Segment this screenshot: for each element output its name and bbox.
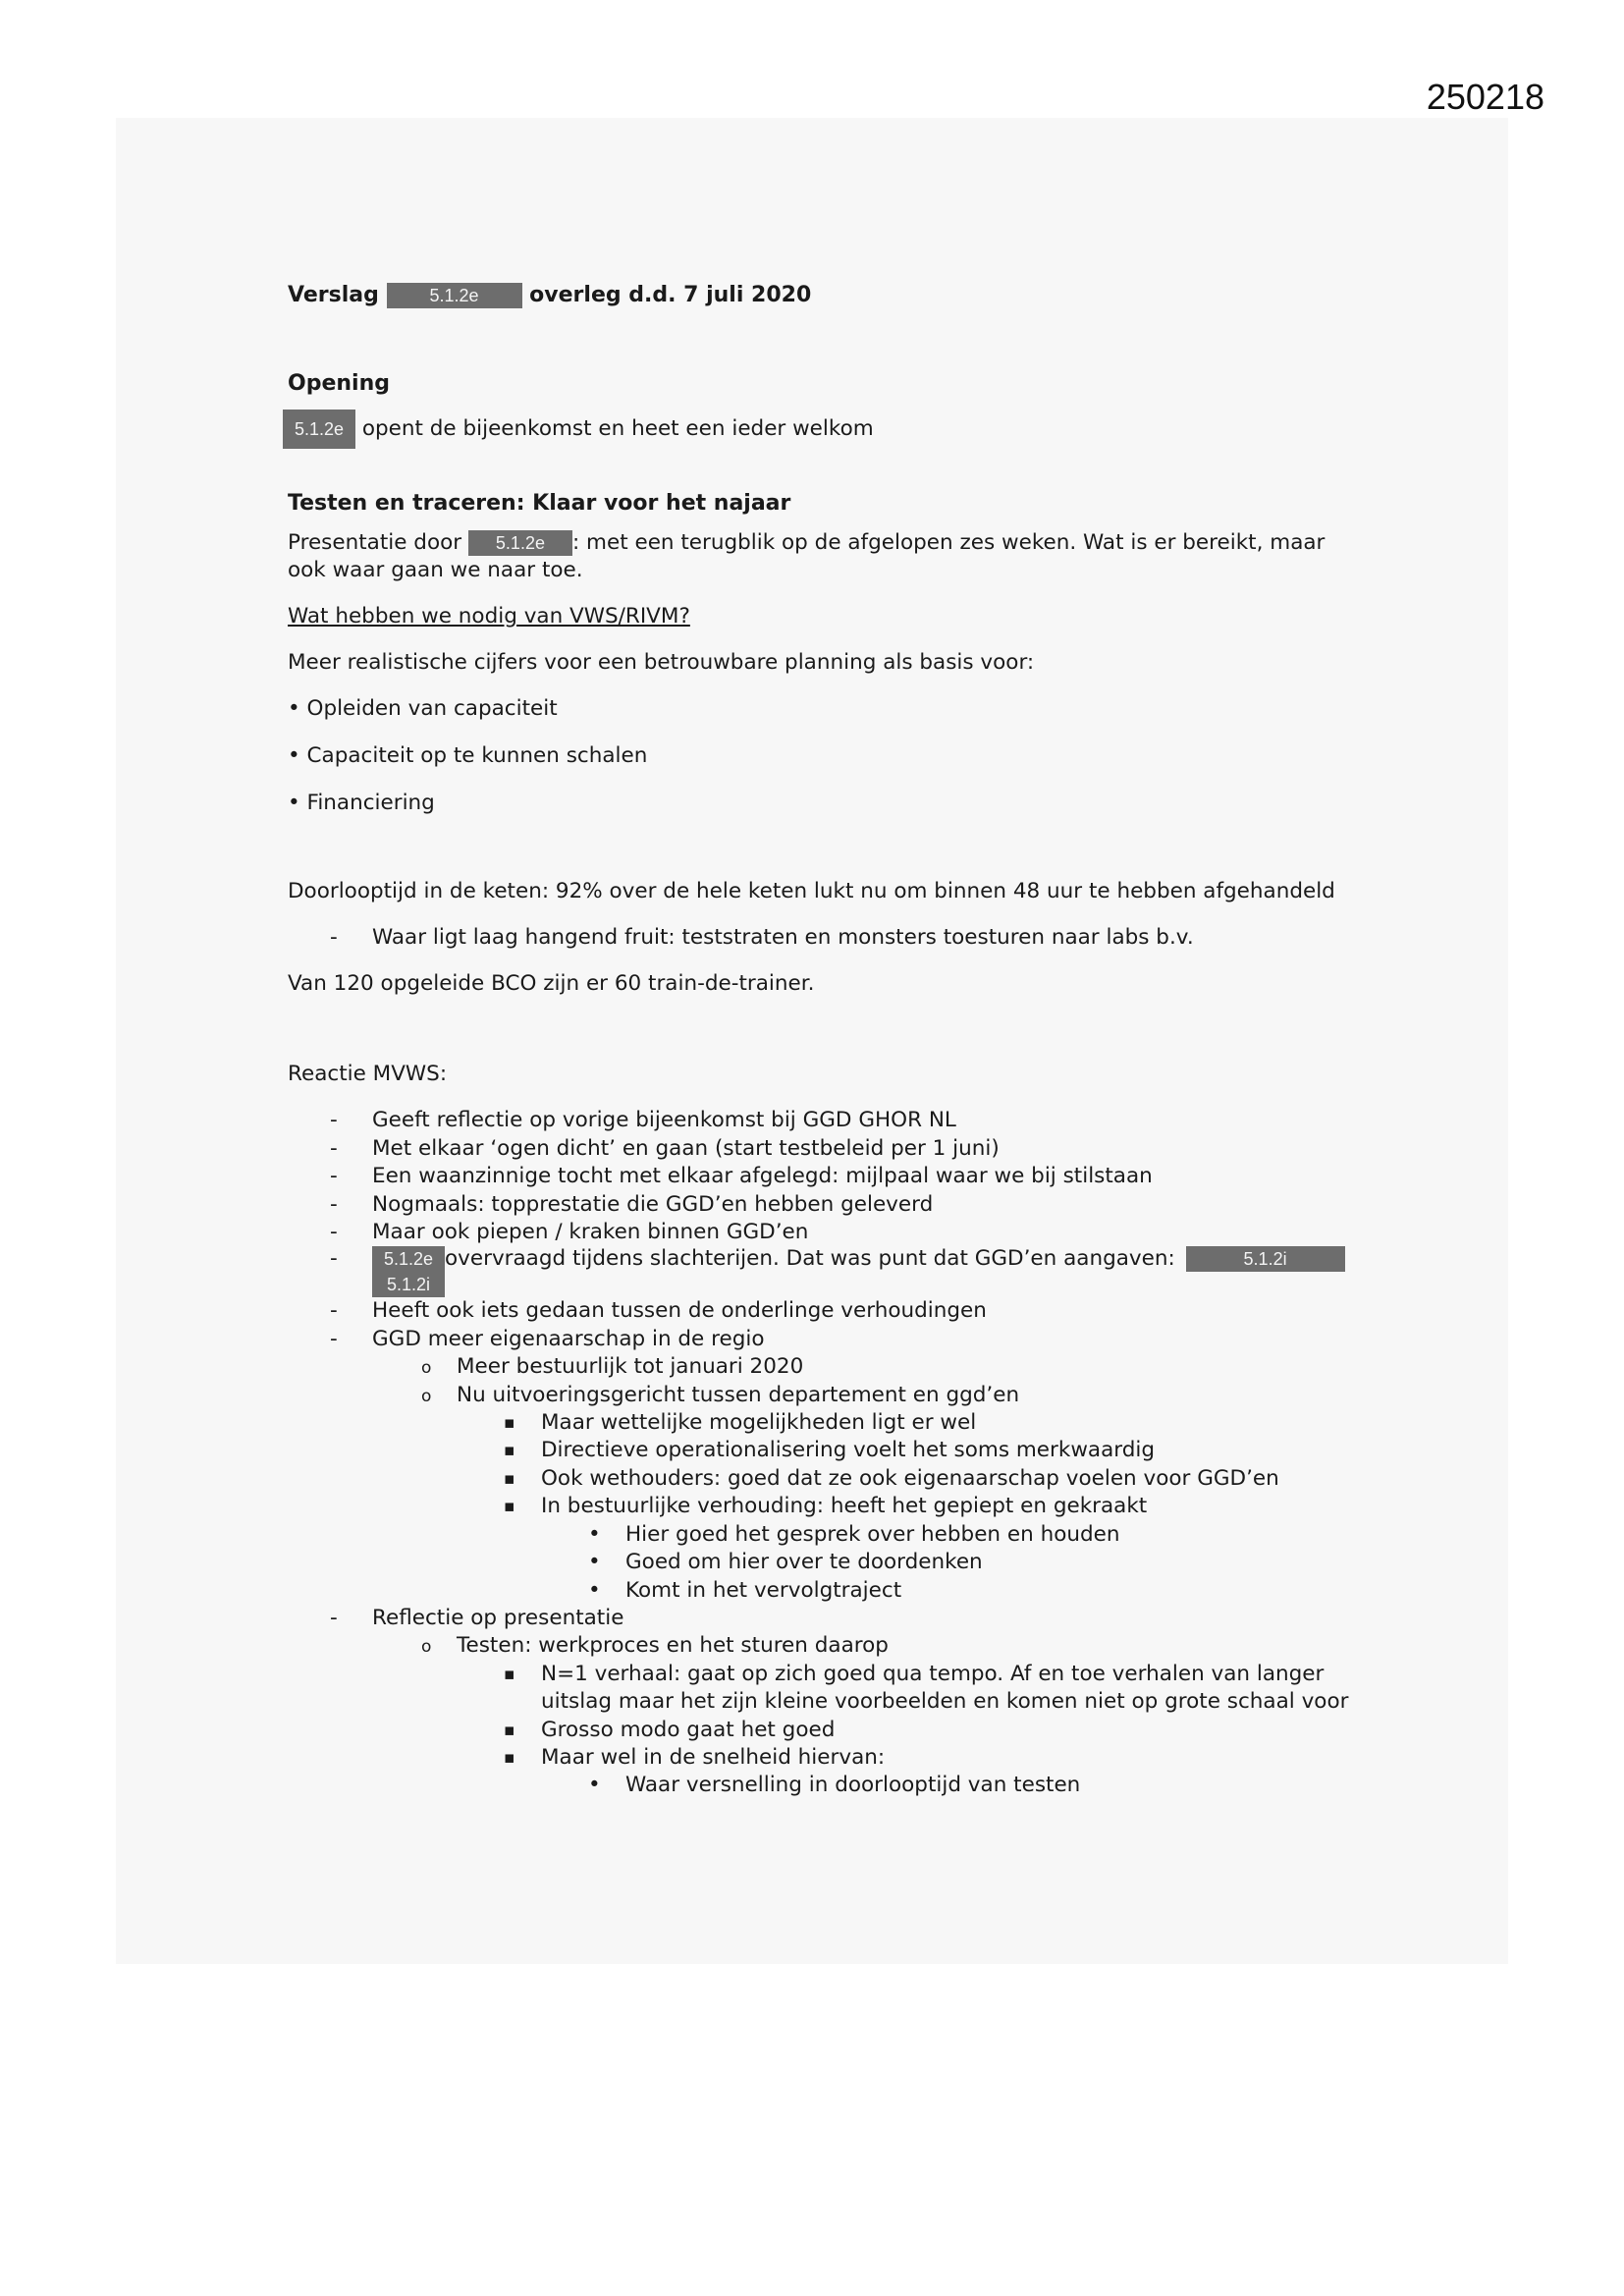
list-item: o Testen: werkproces en het sturen daarop ▪ N=1 verhaal: gaat op zich goed qua tempo. Af en toe verhalen van langer uitslag maar het zijn kleine voorbeelden en komen niet op grote schaal voor ▪ Grosso modo gaat het goed ▪ Maar wel in de snelheid hiervan: • Waar versnelling in doorlooptijd van testen — [372, 1632, 1358, 1799]
question-heading: Wat hebben we nodig van VWS/RIVM? — [288, 604, 690, 629]
document-body — [288, 282, 1358, 1800]
sublist — [541, 1521, 1358, 1605]
list-item: - Waar ligt laag hangend fruit: teststraten en monsters toesturen naar labs b.v. — [288, 924, 1358, 952]
sublist — [457, 1661, 1358, 1800]
list-item: • Financiering — [288, 791, 435, 815]
document-number: 250218 — [1426, 77, 1544, 117]
list-item: ▪ In bestuurlijke verhouding: heeft het gepiept en gekraakt • Hier goed het gesprek over hebben en houden • Goed om hier over te doordenken • Komt in het vervolgtraject — [457, 1493, 1358, 1605]
fruit-list — [288, 924, 1358, 952]
sublist — [541, 1772, 1358, 1799]
intro-text: Meer realistische cijfers voor een betrouwbare planning als basis voor: — [288, 650, 1035, 675]
list-item: • Goed om hier over te doordenken — [541, 1549, 1358, 1576]
redaction-box: 5.1.2i — [1186, 1246, 1345, 1272]
list-item: o Meer bestuurlijk tot januari 2020 — [372, 1353, 1358, 1381]
list-item: • Capaciteit op te kunnen schalen — [288, 743, 648, 768]
list-item: ▪ Maar wel in de snelheid hiervan: • Waar versnelling in doorlooptijd van testen — [457, 1744, 1358, 1800]
list-item: - Reflectie op presentatie o Testen: werkproces en het sturen daarop ▪ N=1 verhaal: gaat op zich goed qua tempo. Af en toe verhalen van langer uitslag maar het zijn kleine voorbeelden en komen niet op grote schaal voor ▪ Grosso modo gaat het goed ▪ Maar wel in de snelheid hiervan: • Waar versnelling in doorlooptijd van testen — [288, 1605, 1358, 1800]
list-item: ▪ Ook wethouders: goed dat ze ook eigenaarschap voelen voor GGD’en — [457, 1465, 1358, 1493]
bco-text: Van 120 opgeleide BCO zijn er 60 train-de-trainer. — [288, 971, 815, 997]
list-item: ▪ Maar wettelijke mogelijkheden ligt er wel — [457, 1409, 1358, 1437]
section-heading-testen: Testen en traceren: Klaar voor het najaar — [288, 491, 791, 516]
list-item: • Opleiden van capaciteit — [288, 696, 558, 721]
list-item: - Een waanzinnige tocht met elkaar afgelegd: mijlpaal waar we bij stilstaan — [288, 1163, 1358, 1190]
list-item: o Nu uitvoeringsgericht tussen departement en ggd’en ▪ Maar wettelijke mogelijkheden ligt er wel ▪ Directieve operationalisering voelt het soms merkwaardig ▪ Ook wethouders: goed dat ze ook eigenaarschap voelen voor GGD’en ▪ In bestuurlijke verhouding: heeft het gepiept en gekraakt • Hier goed het gesprek over hebben en houden • Goed om hier over te doordenken • Komt in het vervolgtraject — [372, 1382, 1358, 1605]
list-item: - Heeft ook iets gedaan tussen de onderlinge verhoudingen — [288, 1297, 1358, 1325]
redaction-box: 5.1.2e — [468, 530, 572, 556]
list-item: - Maar ook piepen / kraken binnen GGD’en — [288, 1219, 1358, 1246]
list-item: • Komt in het vervolgtraject — [541, 1577, 1358, 1605]
list-item: - Geeft reflectie op vorige bijeenkomst bij GGD GHOR NL — [288, 1107, 1358, 1134]
section-heading-opening: Opening — [288, 371, 390, 396]
list-item: - Nogmaals: topprestatie die GGD’en hebben geleverd — [288, 1191, 1358, 1219]
redaction-box: 5.1.2e — [283, 410, 355, 449]
list-item: ▪ N=1 verhaal: gaat op zich goed qua tempo. Af en toe verhalen van langer uitslag maar het zijn kleine voorbeelden en komen niet op grote schaal voor — [457, 1661, 1358, 1717]
reactie-heading: Reactie MVWS: — [288, 1062, 448, 1087]
needs-list — [288, 695, 1358, 817]
list-item: • Hier goed het gesprek over hebben en houden — [541, 1521, 1358, 1549]
redaction-box: 5.1.2i — [372, 1272, 445, 1297]
list-item: - Met elkaar ‘ogen dicht’ en gaan (start testbeleid per 1 juni) — [288, 1135, 1358, 1163]
title-prefix: Verslag — [288, 283, 379, 307]
list-item: ▪ Grosso modo gaat het goed — [457, 1717, 1358, 1744]
presentatie-paragraph: Presentatie door 5.1.2e : met een terugblik op de afgelopen zes weken. Wat is er bereikt, maar ook waar gaan we naar toe. — [288, 530, 1326, 582]
reactie-list — [288, 1107, 1358, 1799]
title-suffix: overleg d.d. 7 juli 2020 — [529, 283, 812, 307]
list-item: - 5.1.2e overvraagd tijdens slachterijen. Dat was punt dat GGD’en aangaven: 5.1.2i 5.1.2i — [288, 1246, 1358, 1297]
sublist — [372, 1632, 1358, 1799]
document-title — [288, 282, 1358, 309]
opening-text — [288, 410, 1358, 449]
list-item: • Waar versnelling in doorlooptijd van testen — [541, 1772, 1358, 1799]
redaction-box: 5.1.2e — [387, 283, 522, 308]
sublist — [372, 1353, 1358, 1605]
redaction-box: 5.1.2e — [372, 1246, 445, 1272]
list-item: ▪ Directieve operationalisering voelt het soms merkwaardig — [457, 1437, 1358, 1464]
opening-sentence: opent de bijeenkomst en heet een ieder welkom — [361, 416, 874, 441]
sublist — [457, 1409, 1358, 1605]
list-item: - GGD meer eigenaarschap in de regio o Meer bestuurlijk tot januari 2020 o Nu uitvoeringsgericht tussen departement en ggd’en ▪ Maar wettelijke mogelijkheden ligt er wel ▪ Directieve operationalisering voelt het soms merkwaardig ▪ Ook wethouders: goed dat ze ook eigenaarschap voelen voor GGD’en ▪ In bestuurlijke verhouding: heeft het gepiept en gekraakt • Hier goed het gesprek over hebben en houden • Goed om hier over te doordenken • Komt in het vervolgtraject — [288, 1326, 1358, 1605]
doorlooptijd-text: Doorlooptijd in de keten: 92% over de hele keten lukt nu om binnen 48 uur te hebben afgehandeld — [288, 879, 1335, 903]
